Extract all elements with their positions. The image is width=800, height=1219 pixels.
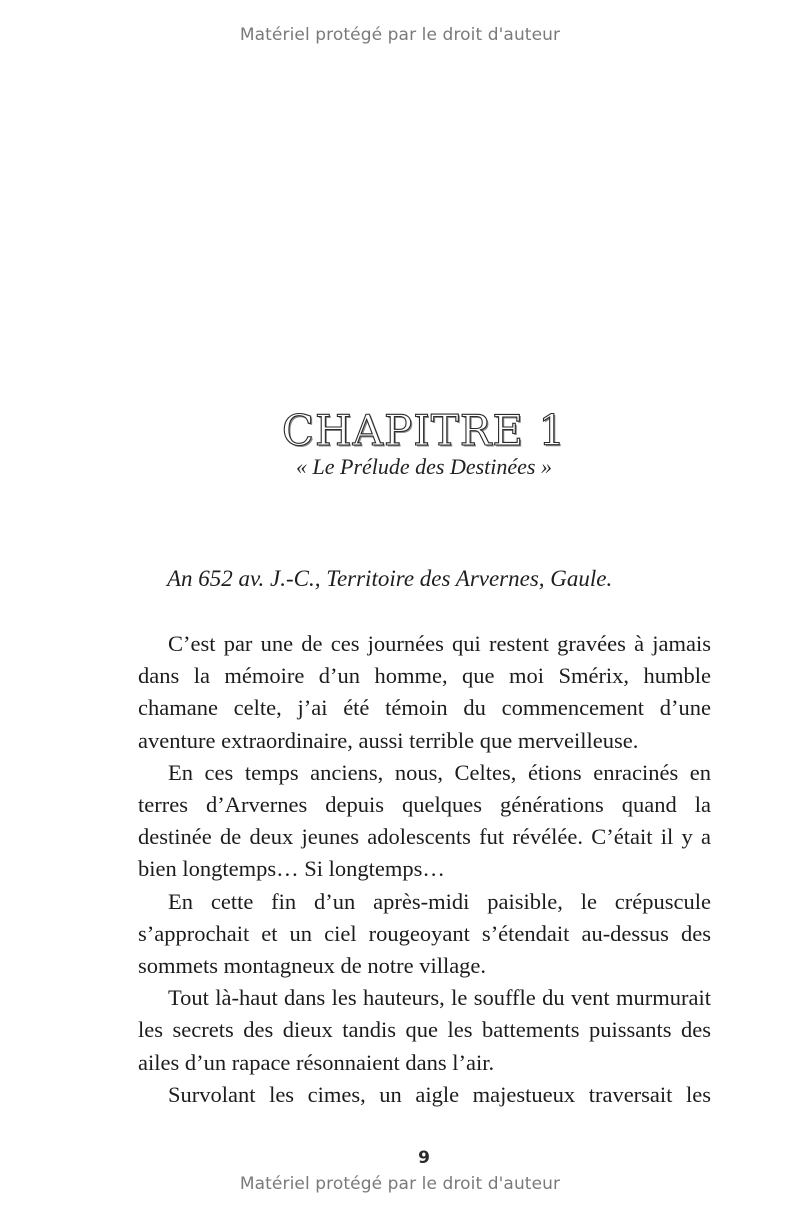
page-number: 9	[418, 1148, 430, 1168]
copyright-watermark-top: Matériel protégé par le droit d'auteur	[239, 25, 561, 45]
paragraph: Survolant les cimes, un aigle majestueux traversait les	[168, 1081, 711, 1107]
paragraph: En cette fin d’un après-midi paisible, le crépuscule s’approchait et un ciel rougeoyant s’étendait au-dessus des sommets montagneux de notre village.	[138, 888, 711, 979]
chapter-subtitle: « Le Prélude des Destinées »	[296, 454, 552, 479]
paragraph: En ces temps anciens, nous, Celtes, étions enracinés en terres d’Arvernes depuis quelques générations quand la destinée de deux jeunes adolescents fut révélée. C’était il y a bien longtemps… Si longtemps…	[138, 759, 711, 882]
chapter-title: CHAPITRE 1	[281, 406, 567, 456]
body-text	[138, 628, 711, 1111]
copyright-watermark-bottom: Matériel protégé par le droit d'auteur	[239, 1174, 561, 1194]
paragraph: Tout là-haut dans les hauteurs, le souffle du vent murmurait les secrets des dieux tandis que les battements puissants des ailes d’un rapace résonnaient dans l’air.	[138, 985, 711, 1075]
dateline: An 652 av. J.-C., Territoire des Arvernes, Gaule.	[167, 566, 613, 591]
paragraph: C’est par une de ces journées qui restent gravées à jamais dans la mémoire d’un homme, que moi Smérix, humble chamane celte, j’ai été témoin du commencement d’une aventure extraordinaire, aussi terrible que merveilleuse.	[138, 631, 711, 753]
